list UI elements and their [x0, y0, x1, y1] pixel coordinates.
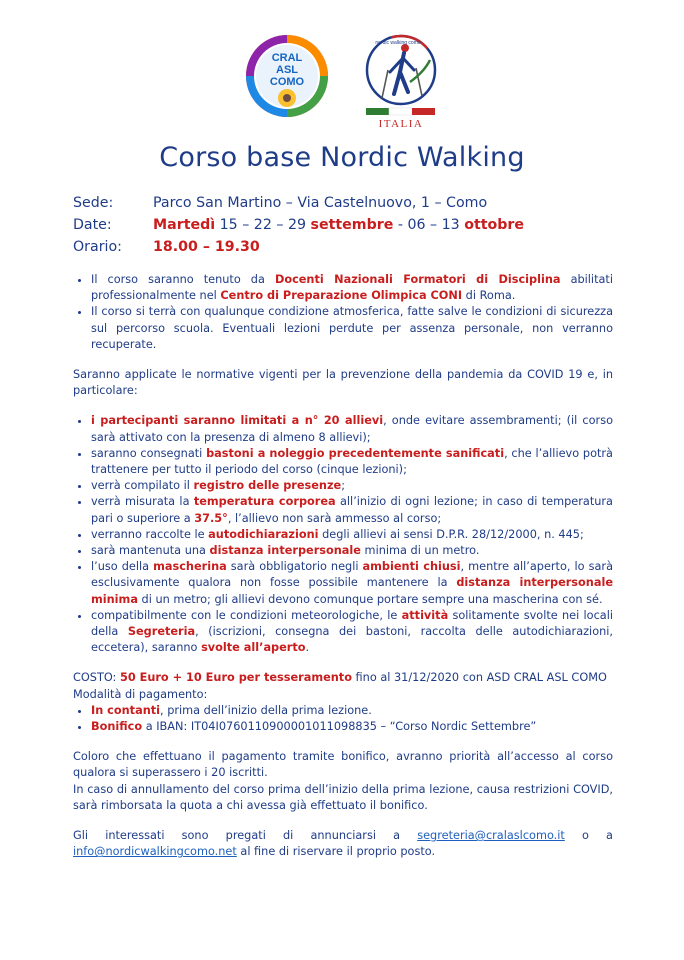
refund-note: In caso di annullamento del corso prima dell’inizio della prima lezione, causa restrizioni COVID, sarà rimborsata la quota a chi avessa già effettuato il bonifico. — [73, 782, 613, 812]
list-item: • verranno raccolte le autodichiarazioni degli allievi ai sensi D.P.R. 28/12/2000, n. 445; — [91, 527, 613, 543]
sede-label: Sede: — [73, 195, 114, 211]
covid-intro: Saranno applicate le normative vigenti per la prevenzione della pandemia da COVID 19 e, in particolare: — [73, 368, 613, 398]
svg-text:ITALIA: ITALIA — [378, 118, 424, 130]
cral-asl-como-logo — [245, 34, 329, 118]
list-item: • i partecipanti saranno limitati a n° 20 allievi, onde evitare assembramenti; (il corso sarà attivato con la presenza di almeno 8 allievi); — [91, 413, 613, 445]
nordic-walking-como-logo — [360, 32, 442, 130]
svg-text:CRAL: CRAL — [271, 52, 303, 64]
list-item: • Il corso si terrà con qualunque condizione atmosferica, fatte salve le condizioni di sicurezza sul percorso scuola. Eventuali lezioni perdute per assenza personale, non verranno recuperate. — [91, 304, 613, 353]
svg-text:ASL: ASL — [276, 64, 298, 76]
course-info — [73, 192, 524, 258]
contact-note: Gli interessati sono pregati di annunciarsi a segreteria@cralaslcomo.it o a info@nordicwalkingcomo.net al fine di riservare il proprio posto. — [73, 829, 613, 859]
list-item: • verrà misurata la temperatura corporea all’inizio di ogni lezione; in caso di temperatura pari o superiore a 37.5°, l’allievo non sarà ammesso al corso; — [91, 494, 613, 526]
email-link-info[interactable]: info@nordicwalkingcomo.net — [73, 845, 237, 859]
list-item: • compatibilmente con le condizioni meteorologiche, le attività solitamente svolte nei locali della Segreteria, (iscrizioni, consegna dei bastoni, raccolta delle autodichiarazioni, eccetera), saranno svolte all’aperto. — [91, 608, 613, 657]
priority-note: Coloro che effettuano il pagamento tramite bonifico, avranno priorità all’accesso al corso qualora si superassero i 20 iscritti. — [73, 750, 613, 780]
svg-text:COMO: COMO — [269, 76, 305, 88]
orario-value: 18.00 – 19.30 — [153, 239, 260, 255]
list-item: • Bonifico a IBAN: IT04I0760110900001011098835 – “Corso Nordic Settembre” — [91, 719, 613, 735]
payment-methods-label: Modalità di pagamento: — [73, 687, 208, 701]
date-label: Date: — [73, 217, 112, 233]
date-value: Martedì 15 – 22 – 29 settembre - 06 – 13 ottobre — [153, 217, 525, 233]
page-title: Corso base Nordic Walking — [159, 142, 525, 173]
list-item: • verrà compilato il registro delle presenze; — [91, 478, 613, 494]
sede-value: Parco San Martino – Via Castelnuovo, 1 – Como — [153, 195, 488, 211]
list-item: • sarà mantenuta una distanza interpersonale minima di un metro. — [91, 543, 613, 559]
payment-methods-list — [73, 703, 613, 735]
list-item: • Il corso saranno tenuto da Docenti Nazionali Formatori di Disciplina abilitati professionalmente nel Centro di Preparazione Olimpica CONI di Roma. — [91, 272, 613, 304]
list-item: • In contanti, prima dell’inizio della prima lezione. — [91, 703, 613, 719]
covid-rules-list — [73, 413, 613, 656]
email-link-segreteria[interactable]: segreteria@cralaslcomo.it — [417, 829, 565, 843]
flyer-body — [73, 272, 613, 861]
list-item: • l’uso della mascherina sarà obbligatorio negli ambienti chiusi, mentre all’aperto, lo sarà esclusivamente qualora non fosse possibile mantenere la distanza interpersonale minima di un metro; gli allievi devono comunque portare sempre una mascherina con sé. — [91, 559, 613, 608]
cost-line: COSTO: 50 Euro + 10 Euro per tesseramento fino al 31/12/2020 con ASD CRAL ASL COMO — [73, 671, 607, 685]
orario-label: Orario: — [73, 239, 122, 255]
course-notes-list — [73, 272, 613, 353]
list-item: • saranno consegnati bastoni a noleggio precedentemente sanificati, che l’allievo potrà trattenere per tutto il periodo del corso (cinque lezioni); — [91, 446, 613, 478]
svg-text:nordic walking como: nordic walking como — [375, 40, 421, 46]
